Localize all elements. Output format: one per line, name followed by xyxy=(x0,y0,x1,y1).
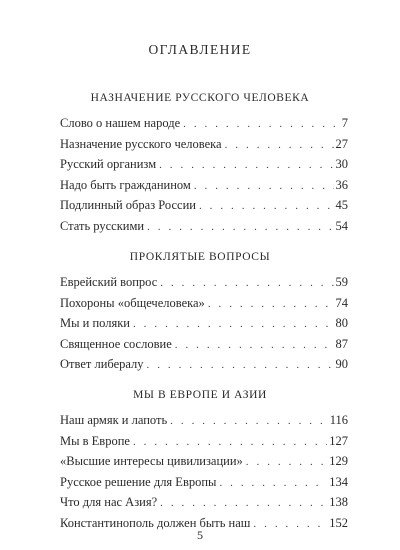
entry-page: 138 xyxy=(329,495,348,510)
dot-leader xyxy=(147,355,334,376)
entry-title: Стать русскими xyxy=(60,218,145,233)
entry-page: 36 xyxy=(335,177,348,192)
dot-leader xyxy=(170,411,328,432)
entry-title: Еврейский вопрос xyxy=(60,275,158,289)
toc-entry[interactable] xyxy=(60,175,348,196)
toc-entry[interactable] xyxy=(60,354,348,375)
dot-leader xyxy=(225,135,334,156)
entry-title: Что для нас Азия? xyxy=(60,495,158,510)
entry-page: 74 xyxy=(335,295,348,310)
toc-entry[interactable] xyxy=(60,334,348,355)
toc-entry[interactable] xyxy=(60,113,348,134)
toc-entry[interactable] xyxy=(60,410,348,431)
toc-entry[interactable] xyxy=(60,472,348,493)
entry-title: Слово о нашем народе xyxy=(60,116,181,130)
toc-entry[interactable] xyxy=(60,216,348,237)
dot-leader xyxy=(219,473,327,494)
toc-entry[interactable] xyxy=(60,272,348,293)
toc-entry[interactable] xyxy=(60,195,348,216)
section-1-entries xyxy=(60,113,348,237)
dot-leader xyxy=(175,335,334,356)
section-2-entries xyxy=(60,272,348,375)
entry-page: 129 xyxy=(329,454,348,469)
entry-page: 45 xyxy=(335,198,348,213)
dot-leader xyxy=(133,314,334,335)
toc-title: ОГЛАВЛЕНИЕ xyxy=(148,42,252,57)
toc-entry[interactable] xyxy=(60,492,348,513)
entry-title: Ответ либералу xyxy=(60,357,144,372)
entry-page: 87 xyxy=(335,336,348,351)
dot-leader xyxy=(199,196,334,217)
entry-page: 7 xyxy=(341,116,348,130)
entry-page: 116 xyxy=(329,413,348,427)
entry-title: Наш армяк и лапоть xyxy=(60,413,168,427)
toc-entry[interactable] xyxy=(60,313,348,334)
section-heading-2: ПРОКЛЯТЫЕ ВОПРОСЫ xyxy=(129,251,271,263)
toc-entry[interactable] xyxy=(60,134,348,155)
entry-page: 134 xyxy=(329,474,348,489)
section-heading-3: МЫ В ЕВРОПЕ И АЗИИ xyxy=(133,389,267,401)
dot-leader xyxy=(160,493,327,514)
entry-title: «Высшие интересы цивилизации» xyxy=(60,454,243,469)
entry-title: Константинополь должен быть наш xyxy=(60,515,251,530)
entry-title: Подлинный образ России xyxy=(60,198,196,213)
dot-leader xyxy=(194,176,334,197)
entry-page: 152 xyxy=(329,515,348,530)
entry-page: 30 xyxy=(335,157,348,172)
dot-leader xyxy=(133,432,327,453)
dot-leader xyxy=(183,114,340,135)
entry-page: 59 xyxy=(335,275,348,289)
dot-leader xyxy=(246,452,327,473)
dot-leader xyxy=(208,294,334,315)
entry-page: 54 xyxy=(335,218,348,233)
entry-page: 80 xyxy=(335,316,348,331)
entry-title: Мы в Европе xyxy=(60,433,130,448)
entry-title: Надо быть гражданином xyxy=(60,177,191,192)
entry-page: 27 xyxy=(335,136,348,151)
entry-page: 90 xyxy=(335,357,348,372)
entry-title: Русский организм xyxy=(60,157,157,172)
toc-entry[interactable] xyxy=(60,154,348,175)
toc-entry[interactable] xyxy=(60,431,348,452)
section-heading-1: НАЗНАЧЕНИЕ РУССКОГО ЧЕЛОВЕКА xyxy=(90,92,310,104)
entry-title: Назначение русского человека xyxy=(60,136,222,151)
section-3-entries xyxy=(60,410,348,534)
entry-page: 127 xyxy=(329,433,348,448)
dot-leader xyxy=(160,273,333,294)
dot-leader xyxy=(159,155,333,176)
page-number: 5 xyxy=(197,528,203,542)
toc-entry[interactable] xyxy=(60,293,348,314)
entry-title: Мы и поляки xyxy=(60,316,130,331)
dot-leader xyxy=(147,217,333,238)
entry-title: Священное сословие xyxy=(60,336,172,351)
entry-title: Русское решение для Европы xyxy=(60,474,217,489)
entry-title: Похороны «общечеловека» xyxy=(60,295,205,310)
toc-entry[interactable] xyxy=(60,451,348,472)
